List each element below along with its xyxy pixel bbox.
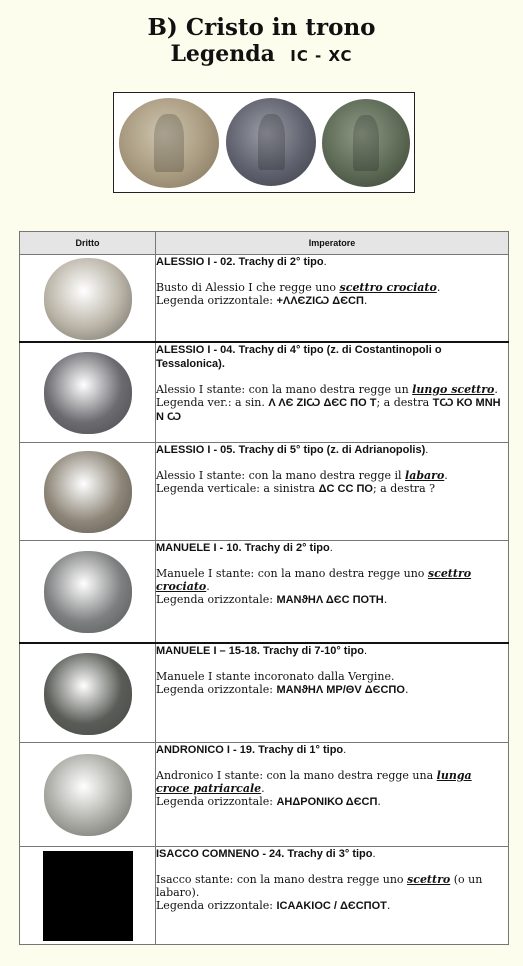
coin-code-text: MANUELE I - 10. Trachy di 2° tipo <box>156 542 330 554</box>
imperatore-cell <box>156 443 509 541</box>
coin-description: Manuele I stante incoronato dalla Vergine. <box>156 669 395 683</box>
column-header-dritto: Dritto <box>20 232 156 255</box>
imperatore-cell <box>156 255 509 342</box>
header-coin-images <box>113 92 415 193</box>
legend-prefix: Legenda <box>170 41 275 67</box>
coin-code-text: ALESSIO I - 02. Trachy di 2° tipo <box>156 256 324 268</box>
coin-description: Manuele I stante: con la mano destra regge uno scettro crociato. <box>156 567 472 593</box>
coin-image <box>119 98 219 188</box>
coin-code <box>156 343 508 371</box>
imperatore-cell <box>156 743 509 847</box>
table-row <box>20 443 509 541</box>
table-row <box>20 541 509 643</box>
coin-table <box>19 231 509 945</box>
attribute-term: lungo scettro <box>412 382 495 396</box>
imperatore-cell <box>156 342 509 443</box>
coin-thumbnail <box>43 851 133 941</box>
coin-description: Busto di Alessio I che regge uno scettro crociato. <box>156 281 441 294</box>
legend-text: IC - XC <box>290 47 353 65</box>
coin-legend: Legenda orizzontale: ΜΑΝϑΗΛ ΜΡ/ΘV ΔЄСΠΟ. <box>156 682 409 696</box>
attribute-term: labaro <box>405 469 445 482</box>
legend-greek: ΤѠ ΚΟ ΜΝΗ Ν Ѡ <box>156 396 501 423</box>
attribute-term: lunga croce patriarcale <box>156 769 472 795</box>
coin-legend: Legenda orizzontale: ΑΗΔΡΟΝΙΚΟ ΔЄСΠ. <box>156 795 381 808</box>
page-title: B) Cristo in trono <box>147 14 376 41</box>
coin-legend: Legenda orizzontale: ΜΑΝϑΗΛ ΔЄС ΠΟΤΗ. <box>156 593 388 606</box>
coin-thumbnail <box>44 551 132 633</box>
dritto-cell <box>20 443 156 541</box>
coin-code-text: ALESSIO I - 05. Trachy di 5° tipo (z. di Adrianopolis) <box>156 444 426 456</box>
imperatore-cell <box>156 541 509 643</box>
legend-greek: ΙСΑΑΚΙΟС / ΔЄСΠΟΤ <box>276 900 387 912</box>
coin-description: Isacco stante: con la mano destra regge uno scettro (o un labaro). <box>156 873 483 899</box>
coin-legend: Legenda ver.: a sin. Λ ΛЄ ΖΙѠ ΔЄС ΠΟ Τ; a destra ΤѠ ΚΟ ΜΝΗ Ν Ѡ <box>156 395 501 423</box>
coin-code: ALESSIO I - 02. Trachy di 2° tipo. <box>156 256 327 268</box>
dritto-cell <box>20 255 156 342</box>
coin-thumbnail <box>44 352 132 434</box>
coin-image <box>322 99 410 187</box>
coin-description: Alessio I stante: con la mano destra regge un lungo scettro. <box>156 382 498 396</box>
legend-heading <box>0 41 523 67</box>
coin-code: ALESSIO I - 05. Trachy di 5° tipo (z. di Adrianopolis). <box>156 444 429 456</box>
imperatore-cell <box>156 847 509 945</box>
coin-code-text: ANDRONICO I - 19. Trachy di 1° tipo <box>156 744 344 756</box>
dritto-cell <box>20 541 156 643</box>
coin-legend: Legenda verticale: a sinistra ΔС СС ΠΟ; a destra ? <box>156 482 436 495</box>
table-row <box>20 643 509 743</box>
legend-greek: ΜΑΝϑΗΛ ΔЄС ΠΟΤΗ <box>276 594 384 606</box>
coin-description: Alessio I stante: con la mano destra regge il labaro. <box>156 469 448 482</box>
dritto-cell <box>20 342 156 443</box>
table-row <box>20 847 509 945</box>
coin-description: Andronico I stante: con la mano destra regge una lunga croce patriarcale. <box>156 769 472 795</box>
legend-greek: ΑΗΔΡΟΝΙΚΟ ΔЄСΠ <box>276 796 378 808</box>
table-row <box>20 342 509 443</box>
legend-greek: Λ ΛЄ ΖΙѠ ΔЄС ΠΟ Τ <box>268 396 377 409</box>
coin-code: MANUELE I - 10. Trachy di 2° tipo. <box>156 542 333 554</box>
column-header-imperatore: Imperatore <box>156 232 509 255</box>
coin-legend: Legenda orizzontale: +ΛΛЄΖΙѠ ΔЄСП. <box>156 294 368 307</box>
attribute-term: scettro <box>407 873 451 886</box>
coin-legend: Legenda orizzontale: ΙСΑΑΚΙΟС / ΔЄСΠΟΤ. <box>156 899 391 912</box>
dritto-cell <box>20 847 156 945</box>
dritto-cell <box>20 643 156 743</box>
coin-code: ISACCO COMNENO - 24. Trachy di 3° tipo. <box>156 848 376 860</box>
imperatore-cell <box>156 643 509 743</box>
coin-code: ANDRONICO I - 19. Trachy di 1° tipo. <box>156 744 347 756</box>
coin-image <box>226 98 316 186</box>
attribute-term: scettro crociato <box>156 567 472 593</box>
coin-thumbnail <box>44 754 132 836</box>
coin-code: MANUELE I – 15-18. Trachy di 7-10° tipo. <box>156 644 368 657</box>
coin-code-text: ISACCO COMNENO - 24. Trachy di 3° tipo <box>156 848 373 860</box>
table-row <box>20 743 509 847</box>
legend-greek: ΔС СС ΠΟ <box>318 483 373 495</box>
attribute-term: scettro crociato <box>339 281 437 294</box>
coin-code-text: MANUELE I – 15-18. Trachy di 7-10° tipo <box>156 644 364 657</box>
dritto-cell <box>20 743 156 847</box>
coin-code-text: ALESSIO I - 04. Trachy di 4° tipo (z. di Costantinopoli o Tessalonica). <box>156 343 442 370</box>
legend-greek: +ΛΛЄΖΙѠ ΔЄСП <box>276 295 364 307</box>
coin-thumbnail <box>44 451 132 533</box>
table-row <box>20 255 509 342</box>
coin-thumbnail <box>44 258 132 340</box>
legend-greek: ΜΑΝϑΗΛ ΜΡ/ΘV ΔЄСΠΟ <box>276 683 405 696</box>
coin-thumbnail <box>44 653 132 735</box>
